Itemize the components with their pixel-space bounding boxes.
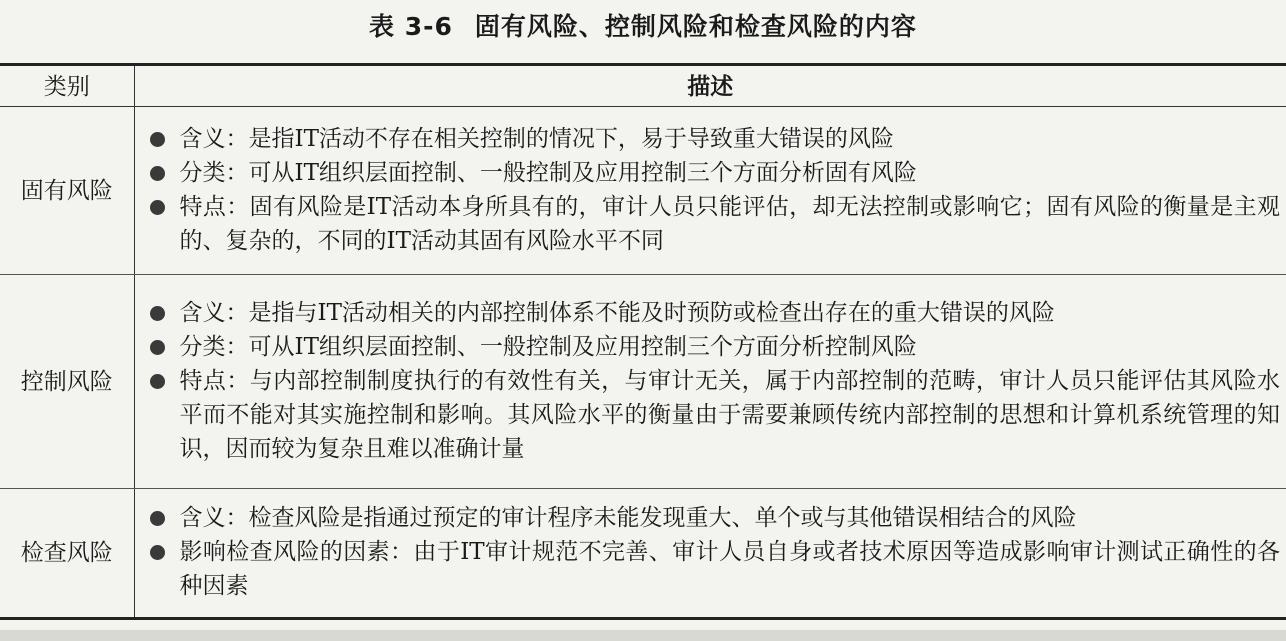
- list-item: 分类：可从IT组织层面控制、一般控制及应用控制三个方面分析控制风险: [143, 330, 1286, 364]
- table-caption: [0, 10, 1286, 44]
- category-cell: 检查风险: [0, 489, 134, 619]
- description-cell: [134, 107, 1286, 275]
- list-item: 分类：可从IT组织层面控制、一般控制及应用控制三个方面分析固有风险: [143, 156, 1286, 190]
- list-item: 特点：与内部控制制度执行的有效性有关，与审计无关，属于内部控制的范畴，审计人员只能评估其风险水平而不能对其实施控制和影响。其风险水平的衡量由于需要兼顾传统内部控制的思想和计算机系统管理的知识，因而较为复杂且难以准确计量: [143, 364, 1286, 466]
- list-item: 含义：检查风险是指通过预定的审计程序未能发现重大、单个或与其他错误相结合的风险: [143, 501, 1286, 535]
- risk-table: [0, 63, 1286, 620]
- bullet-list: [143, 122, 1286, 258]
- table-number: 表 3-6: [369, 12, 453, 41]
- header-description: 描述: [134, 65, 1286, 107]
- list-item: 含义：是指与IT活动相关的内部控制体系不能及时预防或检查出存在的重大错误的风险: [143, 296, 1286, 330]
- bullet-list: [143, 296, 1286, 466]
- category-cell: 固有风险: [0, 107, 134, 275]
- list-item: 特点：固有风险是IT活动本身所具有的，审计人员只能评估，却无法控制或影响它；固有风险的衡量是主观的、复杂的，不同的IT活动其固有风险水平不同: [143, 190, 1286, 258]
- header-category: 类别: [0, 65, 134, 107]
- table-row: [0, 107, 1286, 275]
- description-cell: [134, 489, 1286, 619]
- description-cell: [134, 275, 1286, 489]
- header-row: [0, 65, 1286, 107]
- table-row: [0, 489, 1286, 619]
- bullet-list: [143, 501, 1286, 603]
- table-row: [0, 275, 1286, 489]
- category-cell: 控制风险: [0, 275, 134, 489]
- list-item: 影响检查风险的因素：由于IT审计规范不完善、审计人员自身或者技术原因等造成影响审计测试正确性的各种因素: [143, 535, 1286, 603]
- list-item: 含义：是指IT活动不存在相关控制的情况下，易于导致重大错误的风险: [143, 122, 1286, 156]
- page-bottom-edge: [0, 630, 1286, 641]
- table-title: 固有风险、控制风险和检查风险的内容: [474, 12, 917, 41]
